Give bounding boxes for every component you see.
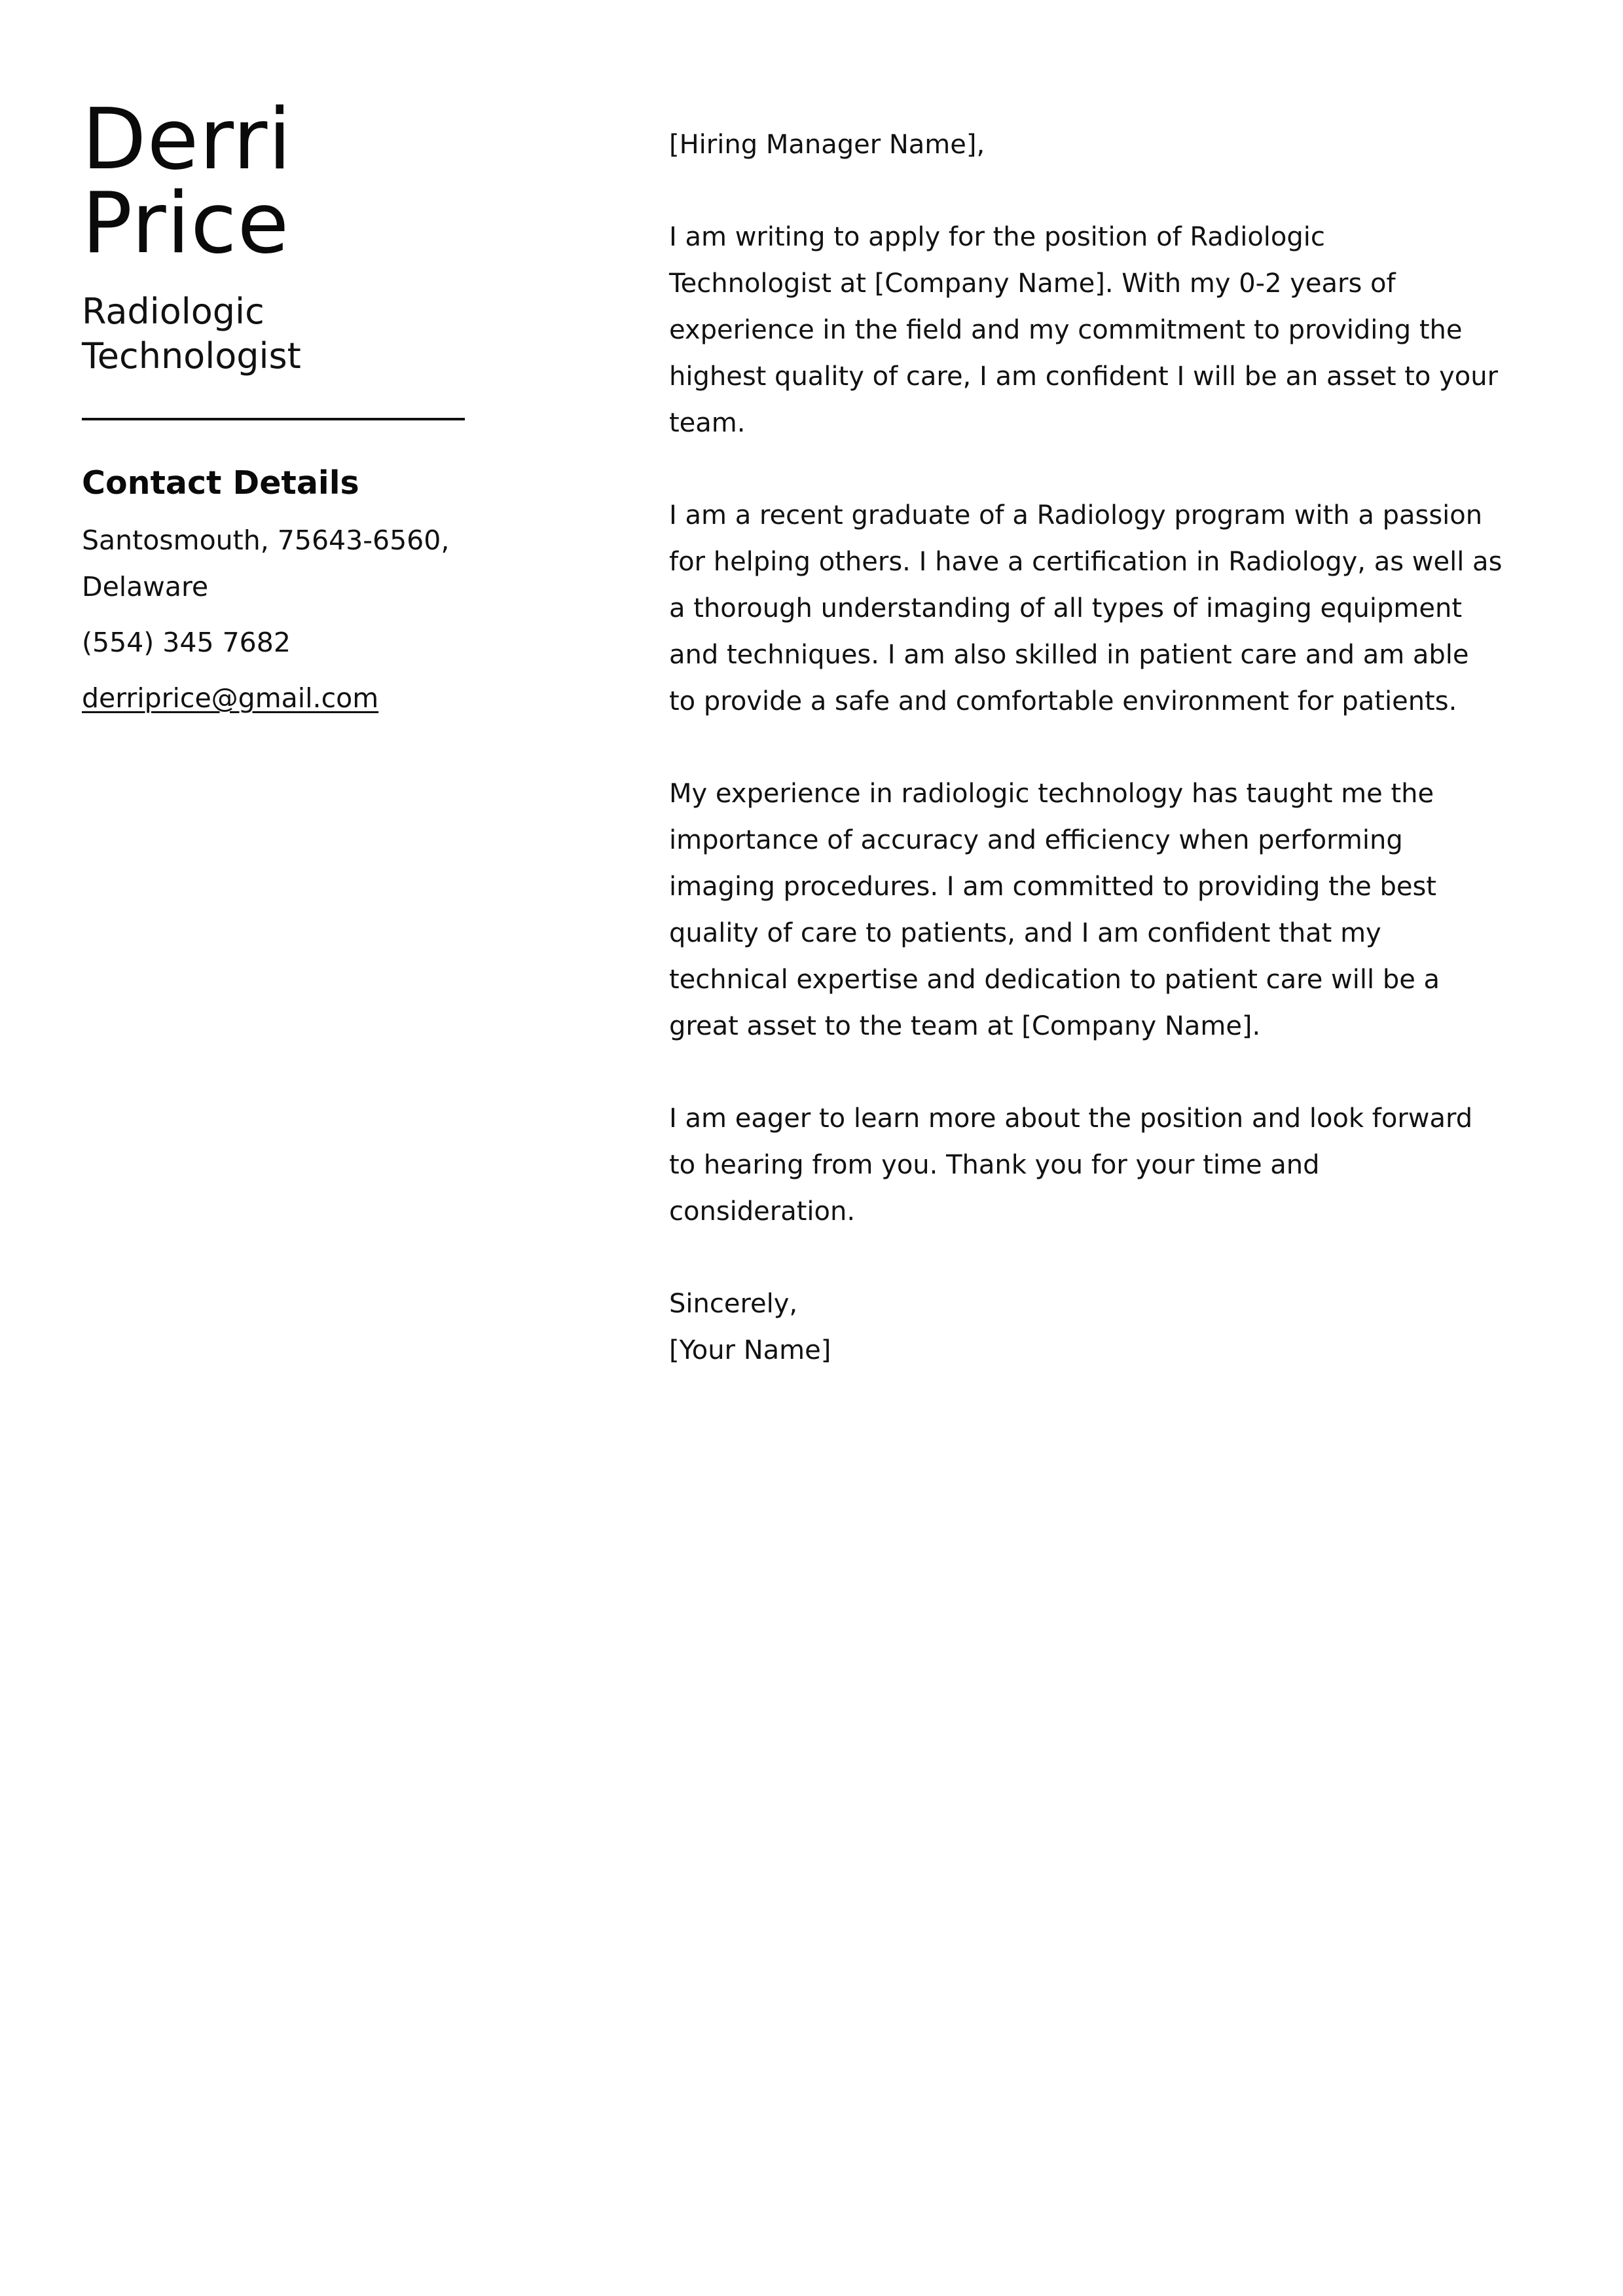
paragraph-line: quality of care to patients, and I am confident that my	[669, 918, 1381, 948]
paragraph-line: and techniques. I am also skilled in patient care and am able	[669, 640, 1469, 670]
job-title-line: Radiologic	[82, 291, 264, 332]
paragraph-line: imaging procedures. I am committed to providing the best	[669, 872, 1436, 902]
paragraph-line: to provide a safe and comfortable environment for patients.	[669, 686, 1457, 716]
letter-salutation	[669, 122, 1533, 168]
paragraph-line: for helping others. I have a certification in Radiology, as well as	[669, 547, 1503, 577]
section-divider	[82, 418, 465, 420]
paragraph-line: a thorough understanding of all types of imaging equipment	[669, 593, 1462, 623]
paragraph-line: Technologist at [Company Name]. With my 0-2 years of	[669, 268, 1396, 299]
first-name: Derri	[82, 91, 292, 189]
letter-body	[669, 122, 1533, 1374]
paragraph-line: team.	[669, 408, 746, 438]
letter-signoff	[669, 1281, 1533, 1374]
paragraph-line: great asset to the team at [Company Name].	[669, 1011, 1261, 1041]
job-title-line: Technologist	[82, 335, 301, 377]
contact-address	[82, 517, 468, 610]
closing-line: Sincerely,	[669, 1289, 798, 1319]
address-line: Santosmouth, 75643-6560,	[82, 525, 450, 556]
paragraph-line: consideration.	[669, 1196, 856, 1227]
paragraph-line: I am writing to apply for the position of Radiologic	[669, 222, 1325, 252]
contact-email-link[interactable]: derriprice@gmail.com	[82, 682, 379, 714]
salutation-line: [Hiring Manager Name],	[669, 130, 985, 160]
last-name: Price	[82, 175, 290, 272]
paragraph-line: experience in the field and my commitment to providing the	[669, 315, 1463, 345]
sidebar	[82, 91, 468, 722]
paragraph-line: highest quality of care, I am confident I will be an asset to your	[669, 361, 1499, 392]
letter-paragraph-4	[669, 1096, 1533, 1235]
paragraph-line: importance of accuracy and efficiency when performing	[669, 825, 1403, 855]
paragraph-line: I am eager to learn more about the position and look forward	[669, 1103, 1473, 1134]
job-title	[82, 289, 468, 379]
letter-paragraph-3	[669, 771, 1533, 1050]
applicant-name	[82, 91, 468, 272]
contact-phone: (554) 345 7682	[82, 627, 291, 658]
paragraph-line: I am a recent graduate of a Radiology program with a passion	[669, 500, 1483, 530]
letter-paragraph-2	[669, 492, 1533, 725]
signature-line: [Your Name]	[669, 1335, 831, 1365]
letter-paragraph-1	[669, 214, 1533, 447]
paragraph-line: My experience in radiologic technology has taught me the	[669, 779, 1434, 809]
paragraph-line: technical expertise and dedication to patient care will be a	[669, 965, 1440, 995]
address-line: Delaware	[82, 571, 209, 602]
contact-details-heading: Contact Details	[82, 464, 359, 502]
paragraph-line: to hearing from you. Thank you for your time and	[669, 1150, 1320, 1180]
